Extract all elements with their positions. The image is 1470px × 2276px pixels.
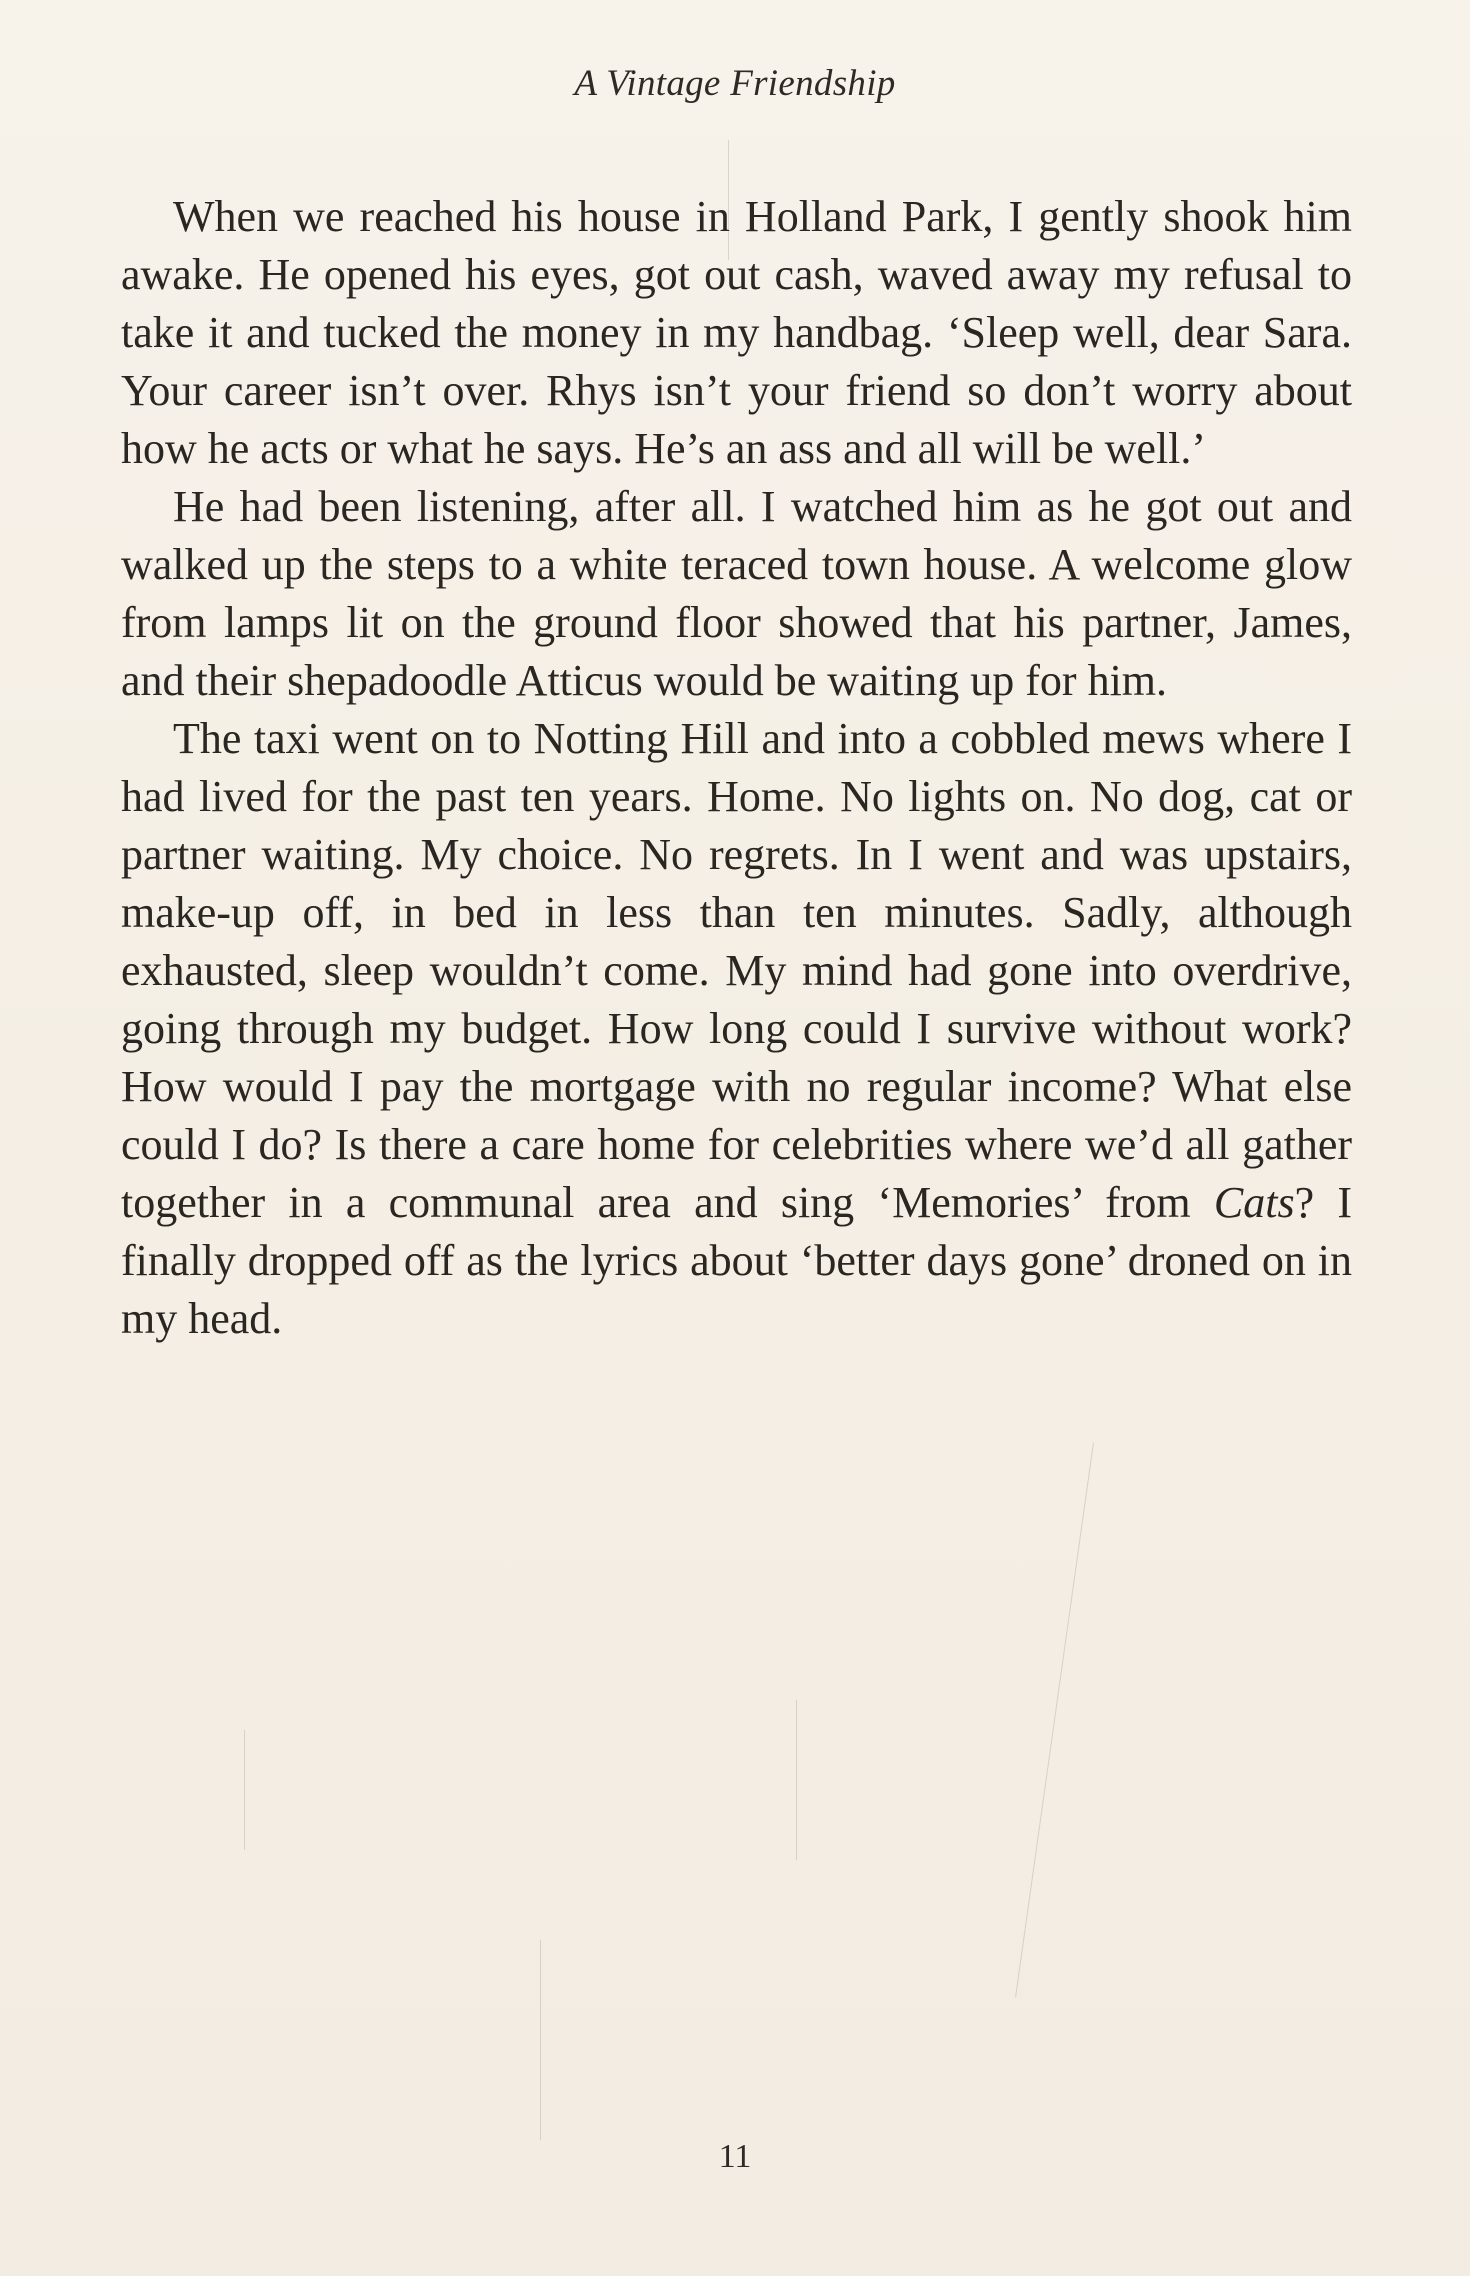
page-crease: [1015, 1443, 1094, 1998]
musical-title: Cats: [1213, 1178, 1295, 1227]
page-number: 11: [718, 2138, 752, 2175]
page-crease: [796, 1700, 797, 1860]
body-text: [121, 188, 1352, 1348]
paragraph: When we reached his house in Holland Park, I gently shook him awake. He opened his eyes, got out cash, waved away my refusal to take it and tucked the money in my handbag. ‘Sleep well, dear Sara. Your career isn’t over. Rhys isn’t your friend so don’t worry about how he acts or what he says. He’s an ass and all will be well.’: [121, 192, 1352, 473]
running-head: A Vintage Friendship: [574, 63, 896, 104]
paragraph: [121, 710, 1352, 1348]
paragraph-text: The taxi went on to Notting Hill and into a cobbled mews where I had lived for the past ten years. Home. No lights on. No dog, cat or partner waiting. My choice. No regrets. In I went and was upstairs, make-up off, in bed in less than ten minutes. Sadly, although exhausted, sleep wouldn’t come. My mind had gone into overdrive, going through my budget. How long could I survive without work? How would I pay the mortgage with no regular income? What else could I do? Is there a care home for celebrities where we’d all gather together in a communal area and sing ‘Memories’ from: [121, 714, 1352, 1227]
paragraph: He had been listening, after all. I watched him as he got out and walked up the steps to a white teraced town house. A welcome glow from lamps lit on the ground floor showed that his partner, James, and their shepadoodle Atticus would be waiting up for him.: [121, 482, 1352, 705]
page-crease: [244, 1730, 245, 1850]
paragraph-text: ? I finally dropped off as the lyrics about ‘better days gone’ droned on in my head.: [121, 1178, 1352, 1343]
page-crease: [540, 1940, 541, 2140]
